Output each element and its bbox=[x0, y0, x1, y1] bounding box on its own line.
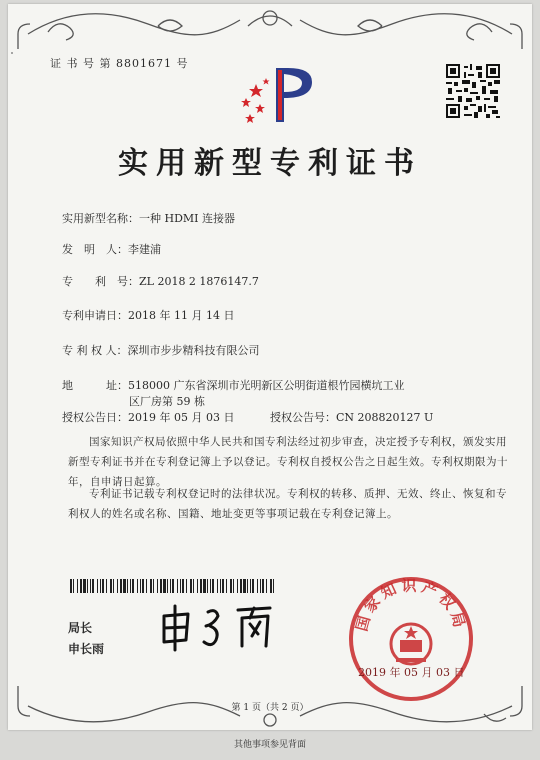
back-note: 其他事项参见背面 bbox=[233, 740, 306, 750]
barcode-bar bbox=[243, 579, 246, 593]
barcode-bar bbox=[142, 579, 144, 593]
barcode-bar bbox=[207, 579, 208, 593]
barcode bbox=[70, 579, 278, 593]
barcode-bar bbox=[226, 579, 227, 593]
patent-office-logo-icon bbox=[236, 62, 326, 132]
seal-date: 2019 年 05 月 03 日 bbox=[358, 666, 465, 679]
publication-number-label: 授权公告号： bbox=[270, 411, 336, 424]
barcode-bar bbox=[210, 579, 211, 593]
barcode-bar bbox=[180, 579, 181, 593]
barcode-bar bbox=[106, 579, 107, 593]
barcode-bar bbox=[146, 579, 147, 593]
barcode-bar bbox=[80, 579, 82, 593]
top-ornament bbox=[8, 4, 532, 54]
barcode-bar bbox=[160, 579, 162, 593]
filing-date-field bbox=[62, 307, 234, 323]
barcode-bar bbox=[117, 579, 118, 593]
barcode-bar bbox=[177, 579, 178, 593]
barcode-bar bbox=[157, 579, 158, 593]
barcode-bar bbox=[230, 579, 232, 593]
barcode-bar bbox=[153, 579, 154, 593]
address-label: 地 址： bbox=[62, 379, 128, 392]
barcode-bar bbox=[150, 579, 152, 593]
barcode-bar bbox=[110, 579, 112, 593]
barcode-bar bbox=[197, 579, 198, 593]
publication-date-label: 授权公告日： bbox=[62, 411, 128, 424]
barcode-bar bbox=[212, 579, 214, 593]
address-value-line2: 区厂房第 59 栋 bbox=[129, 395, 205, 408]
qr-code bbox=[444, 62, 502, 120]
barcode-bar bbox=[140, 579, 141, 593]
inventor-value: 李建浦 bbox=[128, 243, 161, 256]
handwritten-signature bbox=[158, 602, 288, 652]
barcode-bar bbox=[172, 579, 174, 593]
address-field bbox=[62, 377, 405, 393]
director-name: 申长雨 bbox=[68, 642, 105, 656]
publication-number-field bbox=[270, 409, 433, 425]
svg-text:国家知识产权局: 国家知识产权局 bbox=[352, 576, 470, 634]
director-title: 局长 bbox=[68, 621, 93, 635]
barcode-bar bbox=[182, 579, 184, 593]
barcode-bar bbox=[237, 579, 238, 593]
address-value-line1: 518000 广东省深圳市光明新区公明街道根竹园横坑工业 bbox=[128, 379, 405, 392]
inventor-label: 发 明 人： bbox=[62, 243, 128, 256]
barcode-bar bbox=[87, 579, 88, 593]
barcode-bar bbox=[120, 579, 122, 593]
inventor-field bbox=[62, 241, 161, 257]
barcode-bar bbox=[102, 579, 104, 593]
grant-paragraph: 国家知识产权局依照中华人民共和国专利法经过初步审查，决定授予专利权，颁发实用新型专利证书并在专利登记簿上予以登记。专利权自授权公告之日起生效。专利权期限为十年，自申请日起算。 bbox=[68, 436, 508, 488]
publication-number-value: CN 208820127 U bbox=[336, 411, 434, 424]
certificate-title: 实用新型专利证书 bbox=[118, 146, 422, 181]
barcode-bar bbox=[73, 579, 74, 593]
barcode-bar bbox=[163, 579, 166, 593]
barcode-bar bbox=[97, 579, 98, 593]
patentee-value: 深圳市步步精科技有限公司 bbox=[127, 344, 260, 357]
barcode-bar bbox=[70, 579, 72, 593]
barcode-bar bbox=[113, 579, 114, 593]
barcode-bar bbox=[233, 579, 234, 593]
barcode-bar bbox=[252, 579, 254, 593]
address-line2-field bbox=[129, 393, 205, 409]
patentee-field bbox=[62, 342, 260, 358]
barcode-bar bbox=[262, 579, 264, 593]
barcode-bar bbox=[247, 579, 248, 593]
barcode-bar bbox=[200, 579, 202, 593]
patent-number-value: ZL 2018 2 1876147.7 bbox=[139, 275, 259, 288]
barcode-bar bbox=[190, 579, 192, 593]
certificate-sheet bbox=[8, 4, 532, 730]
barcode-bar bbox=[123, 579, 126, 593]
filing-date-value: 2018 年 11 月 14 日 bbox=[128, 309, 235, 322]
publication-date-field bbox=[62, 409, 234, 425]
utility-name-value: 一种 HDMI 连接器 bbox=[139, 212, 236, 225]
barcode-bar bbox=[132, 579, 134, 593]
barcode-bar bbox=[250, 579, 251, 593]
barcode-bar bbox=[203, 579, 206, 593]
patent-number-label: 专 利 号： bbox=[62, 275, 139, 288]
barcode-bar bbox=[217, 579, 218, 593]
barcode-bar bbox=[170, 579, 171, 593]
patentee-label: 专 利 权 人： bbox=[62, 344, 128, 357]
publication-date-value: 2019 年 05 月 03 日 bbox=[128, 411, 235, 424]
barcode-bar bbox=[92, 579, 94, 593]
barcode-bar bbox=[257, 579, 258, 593]
barcode-bar bbox=[270, 579, 272, 593]
barcode-bar bbox=[77, 579, 78, 593]
barcode-bar bbox=[167, 579, 168, 593]
barcode-bar bbox=[220, 579, 221, 593]
patent-number-field bbox=[62, 273, 259, 289]
barcode-bar bbox=[222, 579, 224, 593]
barcode-bar bbox=[193, 579, 194, 593]
utility-name-field bbox=[62, 210, 235, 226]
barcode-bar bbox=[137, 579, 138, 593]
barcode-bar bbox=[90, 579, 91, 593]
barcode-bar bbox=[266, 579, 267, 593]
barcode-bar bbox=[260, 579, 261, 593]
barcode-bar bbox=[130, 579, 131, 593]
filing-date-label: 专利申请日： bbox=[62, 309, 128, 322]
barcode-bar bbox=[186, 579, 187, 593]
barcode-bar bbox=[240, 579, 242, 593]
barcode-bar bbox=[83, 579, 86, 593]
barcode-bar bbox=[100, 579, 101, 593]
certificate-number: 证 书 号 第 8801671 号 bbox=[50, 57, 189, 70]
barcode-bar bbox=[273, 579, 274, 593]
utility-name-label: 实用新型名称： bbox=[62, 212, 139, 225]
barcode-bar bbox=[127, 579, 128, 593]
legal-status-paragraph: 专利证书记载专利权登记时的法律状况。专利权的转移、质押、无效、终止、恢复和专利权人的姓名或名称、国籍、地址变更等事项记载在专利登记簿上。 bbox=[68, 488, 507, 520]
page-number: 第 1 页（共 2 页） bbox=[231, 703, 309, 713]
